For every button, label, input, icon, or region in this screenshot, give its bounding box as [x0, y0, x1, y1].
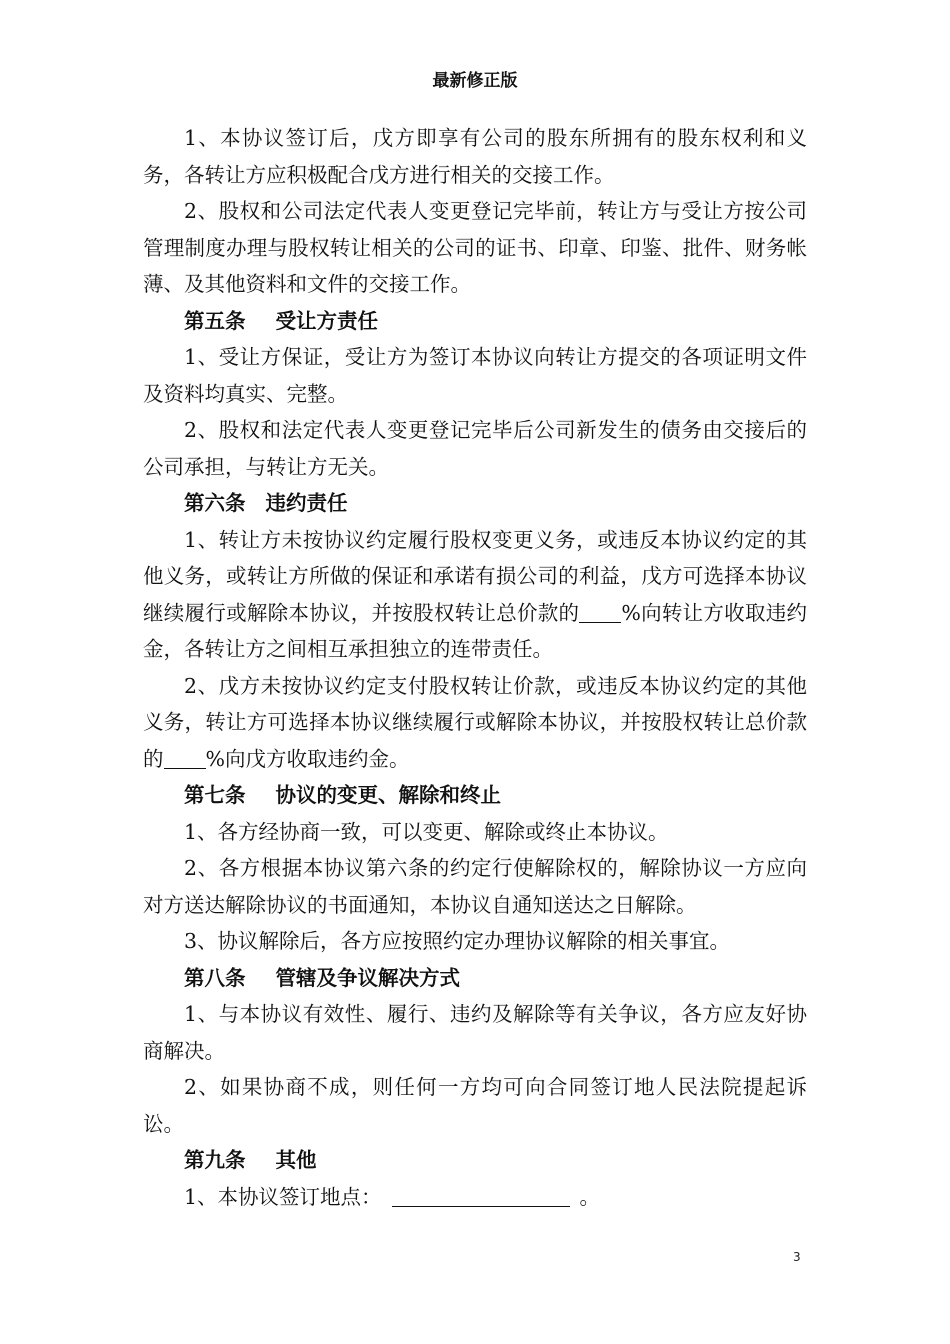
- blank-field[interactable]: [392, 1184, 570, 1207]
- blank-field[interactable]: [164, 746, 206, 769]
- article-heading: [143, 777, 807, 814]
- article-title: 协议的变更、解除和终止: [275, 783, 501, 807]
- clause-text: 。: [579, 1184, 601, 1209]
- clause-paragraph: [143, 1179, 807, 1216]
- article-number: 第七条: [184, 783, 246, 807]
- article-number: 第六条: [184, 491, 246, 515]
- clause-paragraph: 1、与本协议有效性、履行、违约及解除等有关争议，各方应友好协商解决。: [143, 1002, 807, 1063]
- article-heading: [143, 485, 807, 522]
- article-title: 其他: [275, 1148, 317, 1172]
- article-number: 第五条: [184, 308, 246, 333]
- clause-paragraph: 2、股权和法定代表人变更登记完毕后公司新发生的债务由交接后的公司承担，与转让方无关。: [143, 418, 807, 479]
- article-number: 第八条: [184, 965, 246, 990]
- article-heading: [143, 303, 807, 340]
- clause-text: 2、戊方未按协议约定支付股权转让价款，或违反本协议约定的其他义务，转让方可选择本协议继续履行或解除本协议，并按股权转让总价款的: [143, 673, 807, 771]
- clause-paragraph: 1、受让方保证，受让方为签订本协议向转让方提交的各项证明文件及资料均真实、完整。: [143, 345, 807, 406]
- clause-paragraph: [143, 522, 807, 668]
- clause-text: %向转让方收取违约金，各转让方之间相互承担独立的连带责任。: [143, 600, 808, 661]
- clause-paragraph: 2、各方根据本协议第六条的约定行使解除权的，解除协议一方应向对方送达解除协议的书面通知，本协议自通知送达之日解除。: [143, 856, 807, 917]
- page-header: 最新修正版: [432, 71, 518, 91]
- clause-paragraph: [143, 668, 807, 778]
- article-heading: [143, 960, 807, 997]
- article-number: 第九条: [184, 1148, 246, 1172]
- blank-field[interactable]: [579, 600, 621, 623]
- clause-paragraph: 1、本协议签订后，戊方即享有公司的股东所拥有的股东权利和义务，各转让方应积极配合戊方进行相关的交接工作。: [143, 126, 807, 187]
- article-title: 管辖及争议解决方式: [275, 965, 460, 990]
- article-title: 违约责任: [265, 491, 348, 515]
- document-body: [143, 120, 807, 1215]
- article-heading: [143, 1142, 807, 1179]
- page-number: 3: [793, 1250, 801, 1264]
- clause-paragraph: 2、如果协商不成，则任何一方均可向合同签订地人民法院提起诉讼。: [143, 1075, 807, 1136]
- article-title: 受让方责任: [275, 308, 378, 333]
- clause-text: 1、转让方未按协议约定履行股权变更义务，或违反本协议约定的其他义务，或转让方所做的保证和承诺有损公司的利益，戊方可选择本协议继续履行或解除本协议，并按股权转让总价款的: [143, 527, 807, 625]
- clause-paragraph: 3、协议解除后，各方应按照约定办理协议解除的相关事宜。: [184, 929, 731, 953]
- clause-text: %向戊方收取违约金。: [205, 746, 410, 771]
- clause-paragraph: 2、股权和公司法定代表人变更登记完毕前，转让方与受让方按公司管理制度办理与股权转让相关的公司的证书、印章、印鉴、批件、财务帐薄、及其他资料和文件的交接工作。: [143, 199, 807, 296]
- clause-paragraph: 1、各方经协商一致，可以变更、解除或终止本协议。: [184, 819, 669, 844]
- clause-text: 1、本协议签订地点：: [184, 1184, 382, 1209]
